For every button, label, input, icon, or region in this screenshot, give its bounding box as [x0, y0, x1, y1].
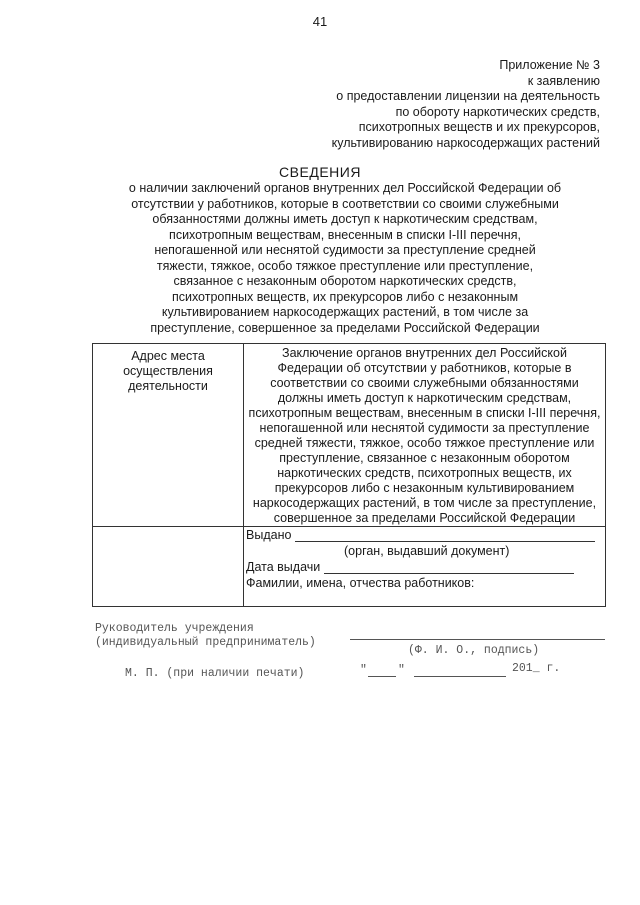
subtitle-line: культивированием наркосодержащих растений, в том числе за [161, 305, 529, 319]
day-field[interactable] [368, 676, 396, 677]
page-number: 41 [312, 14, 328, 29]
conclusion-header-line: совершенное за пределами Российской Федерации [273, 511, 576, 525]
conclusion-header-line: наркосодержащих растений, в том числе за преступление, [252, 496, 597, 510]
appendix-header [270, 58, 600, 151]
conclusion-header-line: психотропным веществам, внесенным в списки I-III перечня, [248, 406, 601, 420]
conclusion-header [244, 344, 606, 527]
month-field[interactable] [414, 676, 506, 677]
info-table [92, 343, 606, 607]
subtitle-line: отсутствии у работников, которые в соответствии со своими служебными [131, 196, 559, 211]
conclusion-header-line: должны иметь доступ к наркотическим средствам, [277, 391, 572, 405]
subtitle-line: тяжести, тяжкое, особо тяжкое преступление или преступление, [156, 258, 534, 273]
conclusion-header-line: прекурсоров либо с незаконным культивированием [274, 481, 575, 495]
appendix-line: Приложение № 3 [499, 58, 600, 72]
address-header-line: Адрес места [131, 349, 205, 363]
year-label: 201_ г. [512, 662, 561, 675]
address-header-line: деятельности [128, 379, 208, 393]
date-row [246, 560, 574, 574]
date-quote-open: " [360, 664, 367, 677]
date-label: Дата выдачи [246, 560, 321, 574]
subtitle-line: непогашенной или неснятой судимости за преступление средней [154, 243, 536, 257]
subtitle-line: обязанностями должны иметь доступ к наркотическим средствам, [152, 212, 538, 226]
address-cell[interactable] [93, 527, 244, 607]
date-field[interactable] [324, 561, 574, 574]
issued-label: Выдано [246, 528, 292, 542]
address-header-line: осуществления [123, 364, 213, 378]
conclusion-header-line: непогашенной или неснятой судимости за преступление [259, 421, 590, 435]
conclusion-header-line: Заключение органов внутренних дел Российской [282, 346, 567, 360]
head-label-line2: (индивидуальный предприниматель) [95, 636, 316, 649]
conclusion-header-line: средней тяжести, тяжкое, особо тяжкое преступление или [254, 436, 595, 450]
subtitle-line: о наличии заключений органов внутренних дел Российской Федерации об [128, 181, 562, 195]
issued-hint: (орган, выдавший документ) [344, 544, 510, 558]
appendix-line: по обороту наркотических средств, [395, 104, 600, 119]
conclusion-header-line: Федерации об отсутствии у работников, которые в [277, 361, 572, 375]
issued-row [246, 528, 595, 542]
address-header [93, 344, 244, 527]
conclusion-header-line: преступление, связанное с незаконным оборотом [279, 451, 570, 465]
subtitle-line: психотропных веществ, их прекурсоров либо с незаконным [171, 289, 519, 304]
appendix-line: о предоставлении лицензии на деятельность [336, 89, 600, 103]
subtitle-line: преступление, совершенное за пределами Российской Федерации [150, 320, 540, 335]
name-hint: (Ф. И. О., подпись) [408, 644, 540, 657]
head-label-line1: Руководитель учреждения [95, 622, 254, 635]
conclusion-header-line: наркотических средств, психотропных веществ, их [277, 466, 572, 480]
appendix-line: к заявлению [527, 73, 600, 88]
conclusion-form-cell [244, 527, 606, 607]
employees-label: Фамилии, имена, отчества работников: [246, 576, 475, 590]
appendix-line: психотропных веществ и их прекурсоров, [358, 120, 600, 134]
subtitle-line: психотропным веществам, внесенным в списки I-III перечня, [169, 227, 521, 242]
document-subtitle [110, 181, 580, 336]
stamp-label: М. П. (при наличии печати) [125, 667, 305, 680]
subtitle-line: связанное с незаконным оборотом наркотических средств, [173, 274, 517, 288]
document-title: СВЕДЕНИЯ [279, 164, 361, 180]
issued-field[interactable] [295, 529, 595, 542]
conclusion-header-line: соответствии со своими служебными обязанностями [270, 376, 579, 390]
date-quote-close: " [398, 664, 405, 677]
appendix-line: культивированию наркосодержащих растений [331, 135, 600, 150]
signature-field[interactable] [350, 639, 605, 640]
